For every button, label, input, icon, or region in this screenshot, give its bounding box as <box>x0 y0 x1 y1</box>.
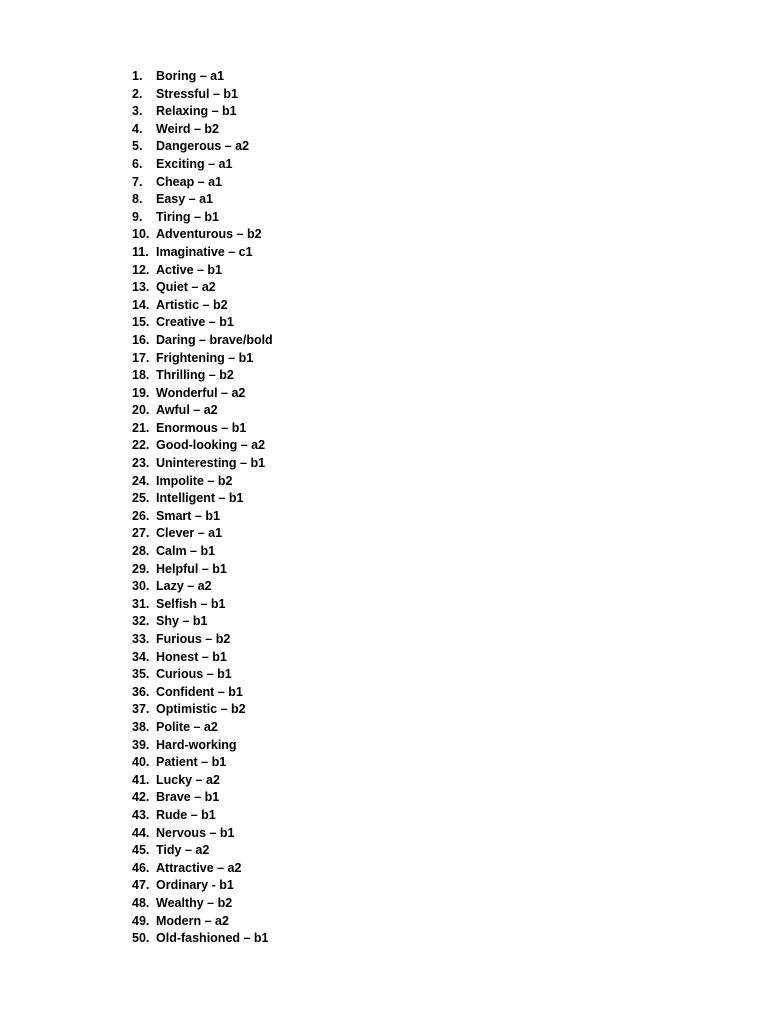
list-item-text: Brave – b1 <box>156 790 220 805</box>
list-item <box>132 121 273 139</box>
list-item <box>132 332 273 350</box>
list-item-number: 5. <box>132 139 143 154</box>
list-item <box>132 156 273 174</box>
list-item <box>132 402 273 420</box>
list-item <box>132 825 273 843</box>
list-item-text: Ordinary - b1 <box>156 878 234 893</box>
list-item <box>132 437 273 455</box>
list-item <box>132 209 273 227</box>
list-item <box>132 930 273 948</box>
list-item-number: 7. <box>132 174 143 189</box>
list-item <box>132 525 273 543</box>
list-item-text: Good-looking – a2 <box>156 438 266 453</box>
list-item-number: 48. <box>132 895 150 910</box>
list-item-number: 3. <box>132 104 143 119</box>
list-item <box>132 737 273 755</box>
list-item-number: 50. <box>132 931 150 946</box>
list-item-number: 20. <box>132 403 150 418</box>
list-item-number: 17. <box>132 350 150 365</box>
list-item-text: Frightening – b1 <box>156 350 254 365</box>
list-item-text: Optimistic – b2 <box>156 702 246 717</box>
list-item <box>132 86 273 104</box>
list-item <box>132 455 273 473</box>
list-item-text: Patient – b1 <box>156 755 227 770</box>
list-item-number: 13. <box>132 280 150 295</box>
list-item-text: Weird – b2 <box>156 121 219 136</box>
list-item-number: 18. <box>132 368 150 383</box>
list-item-number: 11. <box>132 244 149 259</box>
list-item <box>132 385 273 403</box>
list-item-text: Polite – a2 <box>156 719 218 734</box>
list-item <box>132 561 273 579</box>
list-item-number: 10. <box>132 227 150 242</box>
list-item-text: Easy – a1 <box>156 192 213 207</box>
list-item <box>132 297 273 315</box>
list-item-text: Helpful – b1 <box>156 561 227 576</box>
list-item-text: Shy – b1 <box>156 614 208 629</box>
list-item <box>132 174 273 192</box>
list-item-number: 26. <box>132 508 150 523</box>
list-item-number: 19. <box>132 385 150 400</box>
list-item-text: Cheap – a1 <box>156 174 223 189</box>
list-item <box>132 913 273 931</box>
list-item-number: 4. <box>132 121 143 136</box>
list-item-number: 32. <box>132 614 150 629</box>
list-item-number: 21. <box>132 420 150 435</box>
list-item-number: 44. <box>132 825 150 840</box>
list-item-text: Old-fashioned – b1 <box>156 931 269 946</box>
list-item-number: 29. <box>132 561 150 576</box>
list-item <box>132 754 273 772</box>
list-item-text: Tiring – b1 <box>156 209 219 224</box>
list-item <box>132 895 273 913</box>
list-item-number: 47. <box>132 878 150 893</box>
list-item-text: Active – b1 <box>156 262 223 277</box>
list-item-text: Furious – b2 <box>156 632 231 646</box>
list-item-text: Hard-working <box>156 737 237 752</box>
list-item-number: 28. <box>132 544 150 559</box>
list-item-text: Smart – b1 <box>156 508 220 523</box>
list-item-text: Attractive – a2 <box>156 860 242 875</box>
list-item <box>132 613 273 631</box>
list-item-number: 39. <box>132 737 150 752</box>
list-item-number: 30. <box>132 579 150 594</box>
list-item-number: 16. <box>132 332 150 347</box>
list-item-number: 1. <box>132 69 143 83</box>
list-item-number: 9. <box>132 209 143 224</box>
list-item-number: 23. <box>132 456 150 471</box>
list-item-text: Confident – b1 <box>156 684 243 699</box>
list-item-text: Uninteresting – b1 <box>156 456 266 471</box>
list-item <box>132 807 273 825</box>
list-item <box>132 789 273 807</box>
list-item-number: 24. <box>132 473 150 488</box>
list-item <box>132 279 273 297</box>
list-item-text: Awful – a2 <box>156 403 218 418</box>
list-item-text: Exciting – a1 <box>156 156 233 171</box>
list-item-text: Daring – brave/bold <box>156 332 273 347</box>
list-item-number: 49. <box>132 913 150 928</box>
list-item <box>132 191 273 209</box>
list-item <box>132 68 273 86</box>
list-item-number: 36. <box>132 684 150 699</box>
list-item <box>132 649 273 667</box>
list-item-number: 12. <box>132 262 150 277</box>
list-item <box>132 473 273 491</box>
list-item-number: 8. <box>132 192 143 207</box>
list-item <box>132 684 273 702</box>
list-item-text: Dangerous – a2 <box>156 139 250 154</box>
list-item-number: 6. <box>132 156 143 171</box>
list-item <box>132 543 273 561</box>
list-item <box>132 842 273 860</box>
list-item <box>132 103 273 121</box>
list-item-text: Imaginative – c1 <box>156 244 253 259</box>
list-item-text: Quiet – a2 <box>156 280 216 295</box>
list-item-number: 37. <box>132 702 150 717</box>
list-item-number: 14. <box>132 297 150 312</box>
list-item <box>132 596 273 614</box>
list-item <box>132 138 273 156</box>
list-item-text: Creative – b1 <box>156 315 234 330</box>
list-item-number: 38. <box>132 719 150 734</box>
list-item <box>132 350 273 368</box>
list-item-text: Lucky – a2 <box>156 772 220 787</box>
list-item-text: Enormous – b1 <box>156 420 247 435</box>
list-item <box>132 666 273 684</box>
list-item <box>132 244 273 262</box>
list-item-text: Modern – a2 <box>156 913 229 928</box>
list-item <box>132 420 273 438</box>
list-item-number: 2. <box>132 86 143 101</box>
list-item <box>132 367 273 385</box>
list-item <box>132 701 273 719</box>
list-item-text: Clever – a1 <box>156 526 223 541</box>
list-item-text: Rude – b1 <box>156 807 216 822</box>
list-item-number: 40. <box>132 755 150 770</box>
list-item <box>132 226 273 244</box>
list-item-number: 46. <box>132 860 150 875</box>
list-item <box>132 860 273 878</box>
list-item-text: Wealthy – b2 <box>156 895 233 910</box>
list-item-text: Honest – b1 <box>156 649 227 664</box>
list-item-text: Relaxing – b1 <box>156 104 237 119</box>
list-item-text: Calm – b1 <box>156 544 216 559</box>
list-item-number: 45. <box>132 843 150 858</box>
list-item-text: Impolite – b2 <box>156 473 233 488</box>
list-item <box>132 508 273 526</box>
list-item <box>132 262 273 280</box>
list-item-number: 35. <box>132 667 150 682</box>
list-item-text: Nervous – b1 <box>156 825 235 840</box>
list-item-text: Curious – b1 <box>156 667 232 682</box>
list-item-number: 42. <box>132 790 150 805</box>
list-item <box>132 314 273 332</box>
list-item-number: 33. <box>132 632 150 646</box>
list-item-number: 34. <box>132 649 150 664</box>
list-item-number: 41. <box>132 772 150 787</box>
list-item-number: 27. <box>132 526 150 541</box>
list-item-number: 22. <box>132 438 150 453</box>
list-item-number: 25. <box>132 491 150 506</box>
list-item <box>132 490 273 508</box>
list-item-text: Selfish – b1 <box>156 596 226 611</box>
list-item-text: Boring – a1 <box>156 69 225 83</box>
list-item-text: Stressful – b1 <box>156 86 238 101</box>
list-item <box>132 631 273 649</box>
list-item-text: Artistic – b2 <box>156 297 228 312</box>
list-item <box>132 772 273 790</box>
vocabulary-list <box>132 68 273 948</box>
list-item-text: Intelligent – b1 <box>156 491 244 506</box>
list-item <box>132 719 273 737</box>
list-item-text: Thrilling – b2 <box>156 368 234 383</box>
list-item <box>132 578 273 596</box>
list-item-number: 15. <box>132 315 150 330</box>
list-item-text: Adventurous – b2 <box>156 227 262 242</box>
list-item-number: 31. <box>132 596 150 611</box>
list-item-text: Lazy – a2 <box>156 579 212 594</box>
list-item-text: Tidy – a2 <box>156 843 210 858</box>
list-item-number: 43. <box>132 807 150 822</box>
list-item-text: Wonderful – a2 <box>156 385 246 400</box>
list-item <box>132 877 273 895</box>
